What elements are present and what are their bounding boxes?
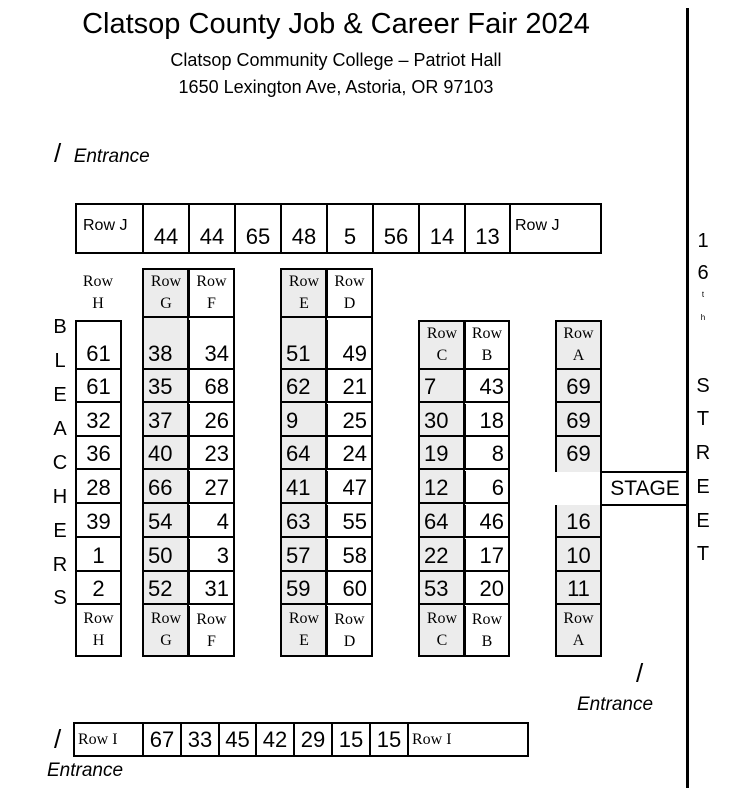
bleachers-char: R bbox=[52, 554, 68, 576]
row-label-word: Row bbox=[563, 610, 594, 627]
entrance-bottom-right[interactable]: Entrance bbox=[577, 694, 654, 715]
row-label-word: Row bbox=[83, 610, 114, 627]
booth[interactable]: 15 bbox=[369, 722, 409, 757]
booth[interactable]: 28 bbox=[77, 471, 120, 504]
stage: STAGE bbox=[600, 471, 688, 506]
booth[interactable]: 17 bbox=[464, 539, 508, 572]
booth[interactable]: 33 bbox=[180, 722, 220, 757]
row-label-letter: F bbox=[207, 295, 216, 312]
booth[interactable]: 55 bbox=[326, 505, 371, 538]
page-title: Clatsop County Job & Career Fair 2024 bbox=[82, 8, 590, 40]
row-label-word: Row bbox=[196, 273, 227, 290]
booth[interactable]: 16 bbox=[557, 505, 600, 538]
street-label-char: 1 bbox=[697, 230, 709, 252]
row-label-letter: A bbox=[572, 632, 585, 649]
booth[interactable]: 35 bbox=[144, 370, 188, 403]
booth[interactable]: 36 bbox=[77, 437, 120, 470]
divider bbox=[188, 320, 190, 337]
row-label-letter: H bbox=[92, 632, 105, 649]
booth[interactable]: 64 bbox=[282, 437, 326, 470]
row-i-label-right: Row I bbox=[407, 722, 529, 757]
row-i-label-left: Row I bbox=[73, 722, 144, 757]
booth[interactable]: 20 bbox=[464, 572, 508, 605]
entrance-door-icon: / bbox=[636, 658, 644, 688]
bleachers-char: S bbox=[53, 587, 67, 609]
booth[interactable]: 45 bbox=[218, 722, 257, 757]
row-c-label-top bbox=[420, 322, 464, 370]
bleachers-char: E bbox=[53, 520, 67, 542]
booth[interactable]: 39 bbox=[77, 505, 120, 538]
booth[interactable]: 69 bbox=[557, 370, 600, 403]
booth[interactable]: 56 bbox=[372, 203, 420, 254]
booth[interactable]: 25 bbox=[326, 404, 371, 437]
row-label-word: Row bbox=[563, 325, 594, 342]
row-label-word: Row bbox=[334, 610, 365, 628]
bleachers-char: C bbox=[52, 452, 68, 474]
booth[interactable]: 6 bbox=[464, 471, 508, 504]
row-label-word: Row bbox=[426, 610, 458, 627]
street-label-char: R bbox=[695, 442, 711, 464]
entrance-door-icon: / bbox=[54, 724, 62, 754]
booth[interactable]: 13 bbox=[464, 203, 511, 254]
booth[interactable]: 44 bbox=[142, 203, 190, 254]
entrance-top-left[interactable] bbox=[54, 138, 150, 169]
row-a-label-top bbox=[557, 322, 600, 370]
bleachers-char: B bbox=[53, 316, 67, 338]
booth[interactable]: 22 bbox=[420, 539, 464, 572]
row-a-label-bottom bbox=[557, 606, 600, 654]
booth[interactable]: 32 bbox=[77, 404, 120, 437]
booth[interactable]: 68 bbox=[188, 370, 233, 403]
bleachers-char: H bbox=[52, 486, 68, 508]
booth[interactable]: 24 bbox=[326, 437, 371, 470]
row-d-label-bottom bbox=[326, 606, 371, 655]
row-label-letter: C bbox=[436, 347, 448, 364]
booth[interactable]: 29 bbox=[293, 722, 333, 757]
booth[interactable]: 1 bbox=[77, 539, 120, 572]
booth[interactable]: 11 bbox=[557, 572, 600, 605]
row-j-label-right: Row J bbox=[509, 203, 602, 254]
booth[interactable]: 59 bbox=[282, 572, 326, 605]
booth[interactable]: 4 bbox=[188, 505, 233, 538]
booth[interactable]: 54 bbox=[144, 505, 188, 538]
street-boundary-line bbox=[686, 8, 689, 788]
row-label-word: Row bbox=[471, 325, 503, 342]
booth[interactable]: 34 bbox=[188, 337, 233, 370]
street-label-char: E bbox=[696, 510, 710, 532]
row-h-label-top bbox=[75, 270, 121, 316]
booth[interactable]: 44 bbox=[188, 203, 236, 254]
booth[interactable]: 57 bbox=[282, 539, 326, 572]
booth[interactable]: 5 bbox=[326, 203, 374, 254]
row-label-letter: F bbox=[207, 632, 216, 650]
row-g-label-bottom bbox=[144, 606, 188, 654]
booth[interactable]: 61 bbox=[77, 370, 120, 403]
row-b-label-top bbox=[464, 322, 508, 370]
row-label-letter: G bbox=[160, 632, 172, 649]
booth[interactable]: 18 bbox=[464, 404, 508, 437]
street-label-char: E bbox=[696, 476, 710, 498]
row-e-label-bottom bbox=[282, 606, 326, 654]
booth[interactable]: 64 bbox=[420, 505, 464, 538]
booth[interactable]: 31 bbox=[188, 572, 233, 605]
booth[interactable]: 61 bbox=[77, 337, 120, 370]
row-h-label-bottom bbox=[77, 606, 120, 654]
bleachers-char: A bbox=[53, 418, 67, 440]
row-label-letter: B bbox=[481, 632, 493, 650]
row-label-letter: D bbox=[343, 295, 356, 312]
entrance-label: Entrance bbox=[73, 146, 150, 167]
booth[interactable]: 46 bbox=[464, 505, 508, 538]
booth[interactable]: 12 bbox=[420, 471, 464, 504]
booth[interactable]: 40 bbox=[144, 437, 188, 470]
row-label-letter: H bbox=[92, 295, 104, 312]
booth[interactable]: 52 bbox=[144, 572, 188, 605]
street-label-char: S bbox=[696, 375, 710, 397]
row-g-label-top bbox=[144, 270, 188, 318]
venue-address: 1650 Lexington Ave, Astoria, OR 97103 bbox=[178, 77, 494, 97]
street-label-char: T bbox=[696, 408, 710, 430]
bleachers-char: L bbox=[54, 350, 66, 372]
booth[interactable]: 19 bbox=[420, 437, 464, 470]
bleachers-char: E bbox=[53, 384, 67, 406]
row-f-label-bottom bbox=[188, 606, 233, 655]
row-f-label-top bbox=[188, 270, 233, 318]
row-b-label-bottom bbox=[464, 606, 508, 655]
booth[interactable]: 69 bbox=[566, 441, 591, 466]
booth[interactable]: 51 bbox=[282, 337, 326, 370]
street-label-char: t bbox=[701, 290, 705, 299]
entrance-bottom-left[interactable]: Entrance bbox=[47, 760, 124, 781]
row-label-word: Row bbox=[150, 610, 182, 627]
row-label-letter: C bbox=[436, 632, 448, 649]
booth[interactable]: 66 bbox=[144, 471, 188, 504]
booth[interactable]: 53 bbox=[420, 572, 464, 605]
row-label-word: Row bbox=[82, 273, 114, 290]
row-label-word: Row bbox=[334, 273, 365, 290]
row-label-letter: G bbox=[160, 295, 172, 312]
booth[interactable]: 7 bbox=[420, 370, 464, 403]
booth[interactable]: 14 bbox=[418, 203, 466, 254]
booth[interactable]: 48 bbox=[280, 203, 328, 254]
row-label-word: Row bbox=[426, 325, 458, 342]
booth[interactable]: 63 bbox=[282, 505, 326, 538]
booth[interactable]: 3 bbox=[188, 539, 233, 572]
booth[interactable]: 2 bbox=[77, 572, 120, 605]
row-label-letter: B bbox=[481, 347, 493, 364]
booth[interactable]: 42 bbox=[255, 722, 295, 757]
booth[interactable]: 15 bbox=[331, 722, 371, 757]
row-label-word: Row bbox=[288, 610, 320, 627]
venue-name: Clatsop Community College – Patriot Hall bbox=[170, 50, 502, 70]
row-label-letter: D bbox=[343, 632, 356, 650]
booth[interactable]: 60 bbox=[326, 572, 371, 605]
booth[interactable]: 23 bbox=[188, 437, 233, 470]
booth[interactable]: 41 bbox=[282, 471, 326, 504]
booth[interactable]: 43 bbox=[464, 370, 508, 403]
booth[interactable]: 65 bbox=[234, 203, 282, 254]
booth[interactable]: 21 bbox=[326, 370, 371, 403]
row-label-letter: E bbox=[299, 632, 309, 649]
booth[interactable]: 49 bbox=[326, 337, 371, 370]
street-label-char: 6 bbox=[697, 262, 709, 284]
row-d-label-top bbox=[326, 270, 371, 318]
booth[interactable]: 10 bbox=[557, 539, 600, 572]
row-label-word: Row bbox=[288, 273, 320, 290]
booth[interactable]: 26 bbox=[188, 404, 233, 437]
row-j-label-left: Row J bbox=[75, 203, 144, 254]
booth[interactable]: 67 bbox=[142, 722, 182, 757]
row-label-letter: A bbox=[572, 347, 585, 364]
booth[interactable]: 9 bbox=[282, 404, 326, 437]
booth[interactable]: 47 bbox=[326, 471, 371, 504]
street-label-char: T bbox=[696, 543, 710, 565]
booth[interactable]: 8 bbox=[464, 437, 508, 470]
divider bbox=[326, 320, 328, 337]
booth[interactable]: 58 bbox=[326, 539, 371, 572]
booth[interactable]: 30 bbox=[420, 404, 464, 437]
row-label-letter: E bbox=[299, 295, 309, 312]
booth[interactable]: 69 bbox=[557, 404, 600, 437]
booth[interactable]: 62 bbox=[282, 370, 326, 403]
entrance-door-icon: / bbox=[54, 138, 62, 168]
row-e-label-top bbox=[282, 270, 326, 318]
booth[interactable]: 37 bbox=[144, 404, 188, 437]
row-label-word: Row bbox=[196, 610, 227, 628]
row-label-word: Row bbox=[150, 273, 182, 290]
street-label-char: h bbox=[700, 313, 706, 322]
booth[interactable]: 27 bbox=[188, 471, 233, 504]
row-c-label-bottom bbox=[420, 606, 464, 654]
row-label-word: Row bbox=[471, 610, 503, 628]
booth[interactable]: 50 bbox=[144, 539, 188, 572]
booth[interactable]: 38 bbox=[144, 337, 188, 370]
